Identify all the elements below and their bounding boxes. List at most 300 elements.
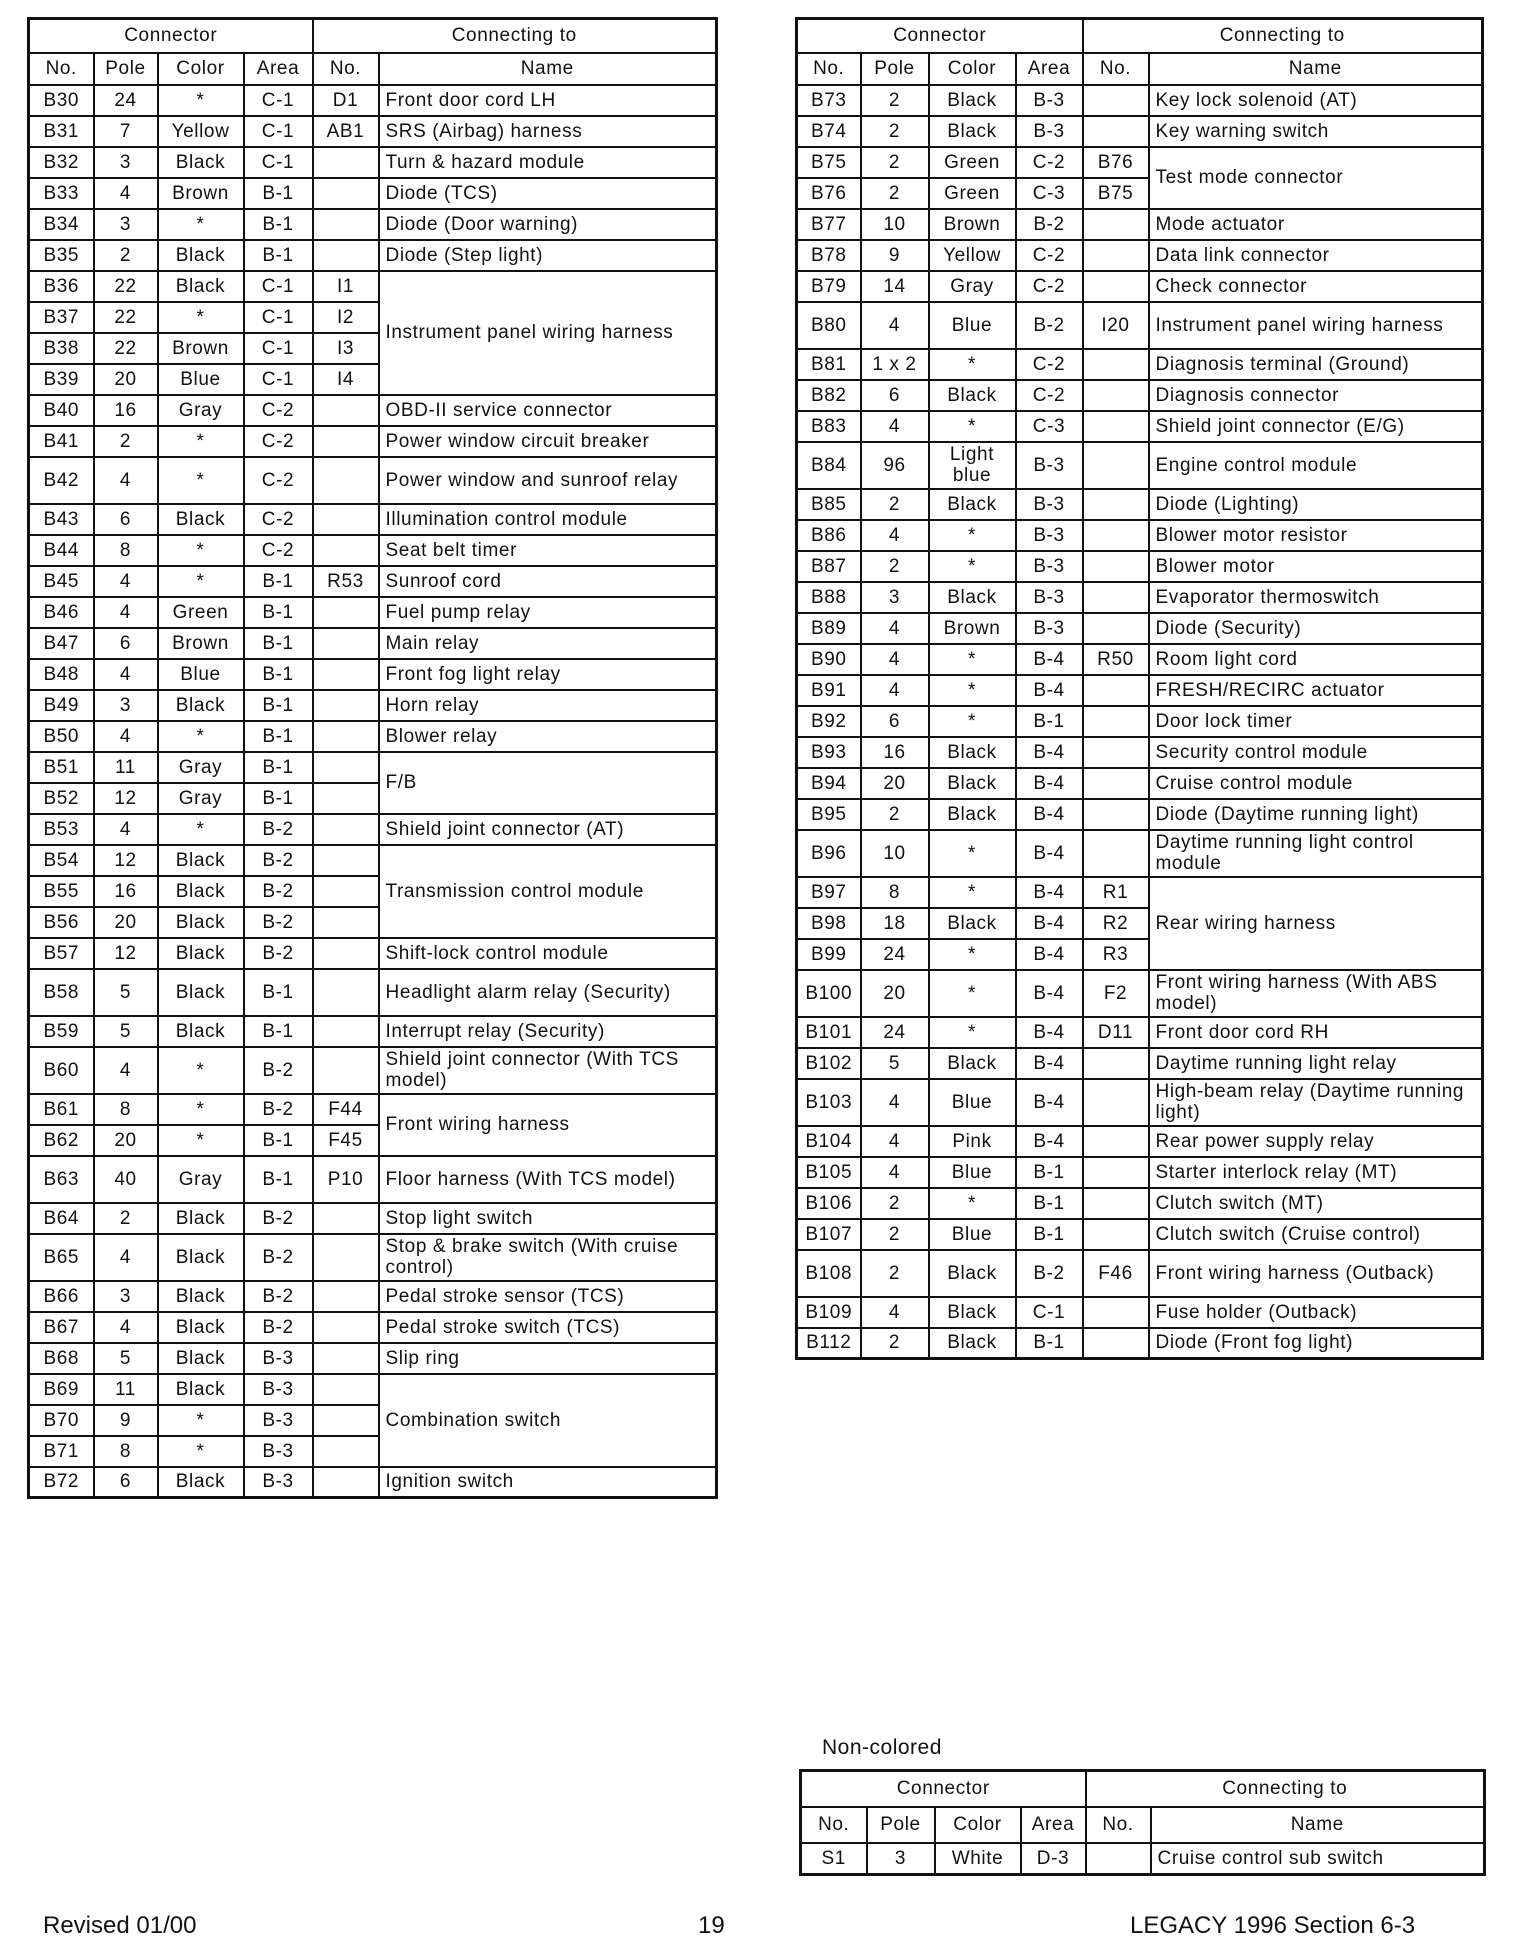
connecting-name-cell: Front wiring harness — [379, 1094, 717, 1156]
connector-no-cell: B96 — [797, 830, 861, 877]
connector-no-cell: B68 — [29, 1343, 94, 1374]
connecting-no-cell: AB1 — [313, 116, 379, 147]
connecting-name-cell: Test mode connector — [1149, 147, 1483, 209]
area-cell: B-4 — [1016, 970, 1083, 1017]
pole-cell: 24 — [861, 1017, 929, 1048]
pole-cell: 4 — [861, 1157, 929, 1188]
connecting-name-cell: Starter interlock relay (MT) — [1149, 1157, 1483, 1188]
table-row — [29, 457, 717, 504]
table-row — [801, 1843, 1485, 1875]
connector-no-cell: B98 — [797, 908, 861, 939]
area-cell: B-2 — [1016, 302, 1083, 349]
connecting-to-header: Connecting to — [1086, 1771, 1485, 1807]
pole-cell: 2 — [861, 551, 929, 582]
connecting-no-cell — [1083, 675, 1149, 706]
color-cell: * — [158, 426, 244, 457]
color-cell: Black — [929, 1048, 1016, 1079]
connector-no-cell: B90 — [797, 644, 861, 675]
table-row — [29, 1312, 717, 1343]
color-cell: Blue — [158, 364, 244, 395]
connecting-no-cell: R3 — [1083, 939, 1149, 970]
col-header-color: Color — [929, 53, 1016, 85]
connector-no-cell: B69 — [29, 1374, 94, 1405]
connecting-name-cell: Diagnosis connector — [1149, 380, 1483, 411]
connector-no-cell: B97 — [797, 877, 861, 908]
connector-no-cell: B53 — [29, 814, 94, 845]
area-cell: B-1 — [244, 597, 313, 628]
connector-no-cell: B71 — [29, 1436, 94, 1467]
area-cell: B-4 — [1016, 737, 1083, 768]
color-cell: Black — [929, 799, 1016, 830]
connecting-no-cell — [1083, 271, 1149, 302]
color-cell: Green — [158, 597, 244, 628]
area-cell: B-1 — [244, 1156, 313, 1203]
area-cell: C-1 — [1016, 1297, 1083, 1328]
table-row — [797, 644, 1483, 675]
col-header-no: No. — [797, 53, 861, 85]
pole-cell: 4 — [861, 1297, 929, 1328]
area-cell: B-3 — [1016, 116, 1083, 147]
connector-table-right — [795, 17, 1484, 1360]
connector-no-cell: B84 — [797, 442, 861, 489]
col-header-color: Color — [158, 53, 244, 85]
area-cell: B-3 — [244, 1436, 313, 1467]
area-cell: B-4 — [1016, 830, 1083, 877]
table-row — [797, 489, 1483, 520]
color-cell: Blue — [929, 1079, 1016, 1126]
color-cell: * — [158, 457, 244, 504]
pole-cell: 9 — [861, 240, 929, 271]
connector-no-cell: B35 — [29, 240, 94, 271]
connecting-name-cell: Stop & brake switch (With cruise control) — [379, 1234, 717, 1281]
connector-no-cell: B74 — [797, 116, 861, 147]
pole-cell: 3 — [861, 582, 929, 613]
area-cell: C-1 — [244, 85, 313, 116]
table-row — [29, 845, 717, 876]
connecting-name-cell: Room light cord — [1149, 644, 1483, 675]
area-cell: B-4 — [1016, 877, 1083, 908]
connecting-name-cell: Engine control module — [1149, 442, 1483, 489]
connector-no-cell: B100 — [797, 970, 861, 1017]
area-cell: B-1 — [244, 783, 313, 814]
pole-cell: 18 — [861, 908, 929, 939]
connecting-no-cell — [1083, 411, 1149, 442]
pole-cell: 2 — [94, 426, 158, 457]
connector-no-cell: B105 — [797, 1157, 861, 1188]
connector-no-cell: B80 — [797, 302, 861, 349]
connecting-name-cell: Sunroof cord — [379, 566, 717, 597]
pole-cell: 4 — [94, 566, 158, 597]
pole-cell: 10 — [861, 209, 929, 240]
connector-no-cell: B33 — [29, 178, 94, 209]
pole-cell: 6 — [861, 706, 929, 737]
table-row — [797, 271, 1483, 302]
connecting-name-cell: Turn & hazard module — [379, 147, 717, 178]
connecting-no-cell: B75 — [1083, 178, 1149, 209]
pole-cell: 16 — [94, 876, 158, 907]
pole-cell: 20 — [94, 907, 158, 938]
color-cell: * — [929, 551, 1016, 582]
table-row — [29, 1016, 717, 1047]
area-cell: C-2 — [244, 395, 313, 426]
area-cell: B-3 — [244, 1343, 313, 1374]
column-header-row — [29, 53, 717, 85]
connecting-no-cell — [1083, 349, 1149, 380]
connecting-name-cell: Diode (Step light) — [379, 240, 717, 271]
connector-no-cell: B112 — [797, 1328, 861, 1359]
pole-cell: 4 — [861, 613, 929, 644]
table-row — [29, 814, 717, 845]
area-cell: B-2 — [244, 1047, 313, 1094]
connecting-no-cell — [313, 1312, 379, 1343]
pole-cell: 24 — [94, 85, 158, 116]
pole-cell: 12 — [94, 845, 158, 876]
connector-no-cell: B82 — [797, 380, 861, 411]
col-header-pole: Pole — [867, 1807, 935, 1843]
connector-no-cell: B61 — [29, 1094, 94, 1125]
connecting-no-cell — [1083, 520, 1149, 551]
area-cell: C-3 — [1016, 178, 1083, 209]
color-cell: Gray — [158, 395, 244, 426]
pole-cell: 4 — [94, 178, 158, 209]
connecting-name-cell: Clutch switch (MT) — [1149, 1188, 1483, 1219]
connecting-no-cell — [1083, 442, 1149, 489]
color-cell: Black — [158, 845, 244, 876]
connecting-no-cell — [1083, 1157, 1149, 1188]
table-row — [797, 116, 1483, 147]
footer-section: LEGACY 1996 Section 6-3 — [1130, 1912, 1416, 1939]
connector-no-cell: B102 — [797, 1048, 861, 1079]
color-cell: Green — [929, 178, 1016, 209]
area-cell: B-2 — [244, 814, 313, 845]
area-cell: B-1 — [244, 628, 313, 659]
color-cell: Black — [158, 1016, 244, 1047]
connecting-name-cell: Power window and sunroof relay — [379, 457, 717, 504]
color-cell: Yellow — [158, 116, 244, 147]
area-cell: B-4 — [1016, 799, 1083, 830]
connector-no-cell: B45 — [29, 566, 94, 597]
table-row — [797, 1297, 1483, 1328]
connector-no-cell: B57 — [29, 938, 94, 969]
color-cell: * — [158, 535, 244, 566]
color-cell: Black — [158, 969, 244, 1016]
color-cell: * — [929, 520, 1016, 551]
connecting-name-cell: Instrument panel wiring harness — [1149, 302, 1483, 349]
color-cell: Black — [929, 582, 1016, 613]
connecting-no-cell: B76 — [1083, 147, 1149, 178]
area-cell: B-1 — [1016, 1219, 1083, 1250]
table-row — [29, 1467, 717, 1498]
area-cell: B-1 — [244, 659, 313, 690]
color-cell: * — [929, 411, 1016, 442]
connecting-no-cell — [313, 907, 379, 938]
connecting-name-cell: Fuse holder (Outback) — [1149, 1297, 1483, 1328]
pole-cell: 2 — [94, 1203, 158, 1234]
connecting-name-cell: Slip ring — [379, 1343, 717, 1374]
connector-no-cell: B37 — [29, 302, 94, 333]
connector-no-cell: B108 — [797, 1250, 861, 1297]
color-cell: * — [158, 814, 244, 845]
connector-no-cell: B81 — [797, 349, 861, 380]
connecting-name-cell: Daytime running light relay — [1149, 1048, 1483, 1079]
connecting-name-cell: Cruise control module — [1149, 768, 1483, 799]
color-cell: Light blue — [929, 442, 1016, 489]
color-cell: * — [158, 209, 244, 240]
pole-cell: 2 — [861, 1250, 929, 1297]
table-row — [797, 147, 1483, 178]
area-cell: B-2 — [244, 1234, 313, 1281]
connecting-no-cell — [1083, 706, 1149, 737]
pole-cell: 4 — [94, 659, 158, 690]
pole-cell: 4 — [861, 302, 929, 349]
connecting-no-cell — [1083, 1328, 1149, 1359]
header-row — [29, 19, 717, 53]
table-row — [797, 768, 1483, 799]
area-cell: B-3 — [244, 1467, 313, 1498]
pole-cell: 6 — [94, 1467, 158, 1498]
color-cell: Pink — [929, 1126, 1016, 1157]
connecting-name-cell: Power window circuit breaker — [379, 426, 717, 457]
area-cell: B-2 — [244, 1281, 313, 1312]
connector-no-cell: B88 — [797, 582, 861, 613]
connecting-name-cell: Door lock timer — [1149, 706, 1483, 737]
col-header-area: Area — [1016, 53, 1083, 85]
connecting-name-cell: Diode (Lighting) — [1149, 489, 1483, 520]
connecting-name-cell: Check connector — [1149, 271, 1483, 302]
connecting-no-cell — [1083, 1079, 1149, 1126]
color-cell: * — [929, 706, 1016, 737]
pole-cell: 16 — [861, 737, 929, 768]
color-cell: Black — [929, 116, 1016, 147]
area-cell: C-2 — [1016, 240, 1083, 271]
connecting-no-cell: I20 — [1083, 302, 1149, 349]
connecting-name-cell: Seat belt timer — [379, 535, 717, 566]
connecting-name-cell: Front fog light relay — [379, 659, 717, 690]
table-row — [797, 1126, 1483, 1157]
color-cell: Brown — [158, 628, 244, 659]
table-row — [29, 147, 717, 178]
connecting-no-cell — [313, 1203, 379, 1234]
connecting-name-cell: OBD-II service connector — [379, 395, 717, 426]
header-row — [797, 19, 1483, 53]
color-cell: * — [929, 830, 1016, 877]
pole-cell: 2 — [861, 116, 929, 147]
table-row — [797, 970, 1483, 1017]
connecting-name-cell: FRESH/RECIRC actuator — [1149, 675, 1483, 706]
connecting-no-cell: F2 — [1083, 970, 1149, 1017]
area-cell: C-1 — [244, 116, 313, 147]
connector-no-cell: B77 — [797, 209, 861, 240]
noncolored-table-body — [801, 1771, 1485, 1875]
table-row — [29, 535, 717, 566]
connector-no-cell: B106 — [797, 1188, 861, 1219]
connecting-no-cell — [313, 1405, 379, 1436]
color-cell: Blue — [929, 1219, 1016, 1250]
connecting-no-cell — [313, 969, 379, 1016]
pole-cell: 40 — [94, 1156, 158, 1203]
connector-no-cell: B91 — [797, 675, 861, 706]
connector-no-cell: B94 — [797, 768, 861, 799]
connector-no-cell: B66 — [29, 1281, 94, 1312]
pole-cell: 2 — [861, 1328, 929, 1359]
connector-no-cell: B89 — [797, 613, 861, 644]
pole-cell: 4 — [94, 721, 158, 752]
color-cell: Brown — [929, 209, 1016, 240]
connecting-no-cell — [1083, 830, 1149, 877]
pole-cell: 5 — [94, 1343, 158, 1374]
color-cell: Black — [929, 489, 1016, 520]
connector-no-cell: B65 — [29, 1234, 94, 1281]
connecting-no-cell — [1083, 799, 1149, 830]
pole-cell: 22 — [94, 302, 158, 333]
color-cell: * — [929, 675, 1016, 706]
area-cell: B-1 — [244, 1016, 313, 1047]
area-cell: C-2 — [1016, 147, 1083, 178]
area-cell: B-1 — [244, 690, 313, 721]
pole-cell: 4 — [94, 457, 158, 504]
connector-no-cell: B46 — [29, 597, 94, 628]
area-cell: B-1 — [244, 969, 313, 1016]
area-cell: C-2 — [244, 426, 313, 457]
pole-cell: 4 — [94, 1234, 158, 1281]
connecting-name-cell: Front door cord RH — [1149, 1017, 1483, 1048]
col-header-area: Area — [244, 53, 313, 85]
color-cell: Brown — [929, 613, 1016, 644]
area-cell: C-2 — [1016, 380, 1083, 411]
pole-cell: 8 — [94, 1436, 158, 1467]
connecting-no-cell — [313, 1281, 379, 1312]
table-row — [797, 411, 1483, 442]
pole-cell: 12 — [94, 938, 158, 969]
color-cell: * — [929, 1017, 1016, 1048]
connecting-no-cell — [313, 814, 379, 845]
area-cell: B-3 — [244, 1405, 313, 1436]
table-row — [29, 271, 717, 302]
color-cell: Black — [158, 1343, 244, 1374]
table-row — [797, 1250, 1483, 1297]
connector-no-cell: B30 — [29, 85, 94, 116]
pole-cell: 4 — [94, 1312, 158, 1343]
color-cell: Black — [158, 147, 244, 178]
connecting-name-cell: Shield joint connector (E/G) — [1149, 411, 1483, 442]
table-row — [797, 551, 1483, 582]
connecting-name-cell: Front wiring harness (Outback) — [1149, 1250, 1483, 1297]
connecting-name-cell: Blower motor — [1149, 551, 1483, 582]
area-cell: B-1 — [244, 209, 313, 240]
connecting-no-cell — [1083, 1048, 1149, 1079]
col-header-to-no: No. — [1083, 53, 1149, 85]
pole-cell: 4 — [861, 1079, 929, 1126]
area-cell: B-2 — [244, 1312, 313, 1343]
pole-cell: 5 — [94, 969, 158, 1016]
connecting-no-cell — [1083, 116, 1149, 147]
connector-no-cell: B87 — [797, 551, 861, 582]
area-cell: D-3 — [1021, 1843, 1086, 1875]
connecting-name-cell: Ignition switch — [379, 1467, 717, 1498]
connector-no-cell: B42 — [29, 457, 94, 504]
pole-cell: 2 — [861, 489, 929, 520]
area-cell: C-2 — [244, 504, 313, 535]
connecting-no-cell — [1083, 582, 1149, 613]
area-cell: B-1 — [244, 566, 313, 597]
column-header-row — [797, 53, 1483, 85]
area-cell: B-1 — [1016, 1157, 1083, 1188]
area-cell: C-2 — [244, 535, 313, 566]
connector-no-cell: B32 — [29, 147, 94, 178]
color-cell: * — [158, 1047, 244, 1094]
connecting-name-cell: Shield joint connector (With TCS model) — [379, 1047, 717, 1094]
table-row — [797, 209, 1483, 240]
table-row — [29, 85, 717, 116]
table-row — [29, 1343, 717, 1374]
table-row — [797, 737, 1483, 768]
table-row — [797, 380, 1483, 411]
pole-cell: 3 — [94, 1281, 158, 1312]
col-header-color: Color — [935, 1807, 1021, 1843]
color-cell: Black — [929, 908, 1016, 939]
color-cell: Black — [929, 1328, 1016, 1359]
color-cell: Black — [158, 1203, 244, 1234]
area-cell: B-4 — [1016, 1048, 1083, 1079]
pole-cell: 2 — [861, 178, 929, 209]
table-row — [797, 1328, 1483, 1359]
area-cell: B-1 — [1016, 1328, 1083, 1359]
pole-cell: 8 — [861, 877, 929, 908]
connecting-name-cell: Blower relay — [379, 721, 717, 752]
connector-no-cell: B92 — [797, 706, 861, 737]
area-cell: B-2 — [244, 845, 313, 876]
connector-table-left-body — [29, 19, 717, 1498]
connector-no-cell: B70 — [29, 1405, 94, 1436]
connecting-no-cell: R2 — [1083, 908, 1149, 939]
col-header-area: Area — [1021, 1807, 1086, 1843]
connecting-name-cell: Front wiring harness (With ABS model) — [1149, 970, 1483, 1017]
table-row — [29, 116, 717, 147]
connector-no-cell: B38 — [29, 333, 94, 364]
connecting-no-cell — [1083, 380, 1149, 411]
connector-no-cell: B47 — [29, 628, 94, 659]
color-cell: Black — [929, 1297, 1016, 1328]
connecting-no-cell — [313, 1047, 379, 1094]
color-cell: Blue — [929, 302, 1016, 349]
connecting-no-cell — [313, 1436, 379, 1467]
color-cell: White — [935, 1843, 1021, 1875]
connecting-no-cell — [313, 1343, 379, 1374]
color-cell: Black — [158, 240, 244, 271]
pole-cell: 2 — [861, 147, 929, 178]
connector-table-left — [27, 17, 718, 1499]
connecting-name-cell: Diode (TCS) — [379, 178, 717, 209]
color-cell: * — [158, 1094, 244, 1125]
area-cell: B-2 — [244, 876, 313, 907]
pole-cell: 6 — [861, 380, 929, 411]
area-cell: C-1 — [244, 364, 313, 395]
area-cell: B-2 — [1016, 1250, 1083, 1297]
connecting-no-cell — [1083, 85, 1149, 116]
area-cell: B-2 — [244, 907, 313, 938]
connecting-no-cell — [313, 938, 379, 969]
connector-table-right-body — [797, 19, 1483, 1359]
footer-revised: Revised 01/00 — [43, 1912, 197, 1939]
table-row — [29, 1094, 717, 1125]
area-cell: B-4 — [1016, 675, 1083, 706]
area-cell: B-4 — [1016, 768, 1083, 799]
connecting-no-cell — [1083, 1126, 1149, 1157]
pole-cell: 4 — [94, 1047, 158, 1094]
area-cell: B-2 — [244, 1094, 313, 1125]
area-cell: B-3 — [1016, 520, 1083, 551]
connector-no-cell: B79 — [797, 271, 861, 302]
